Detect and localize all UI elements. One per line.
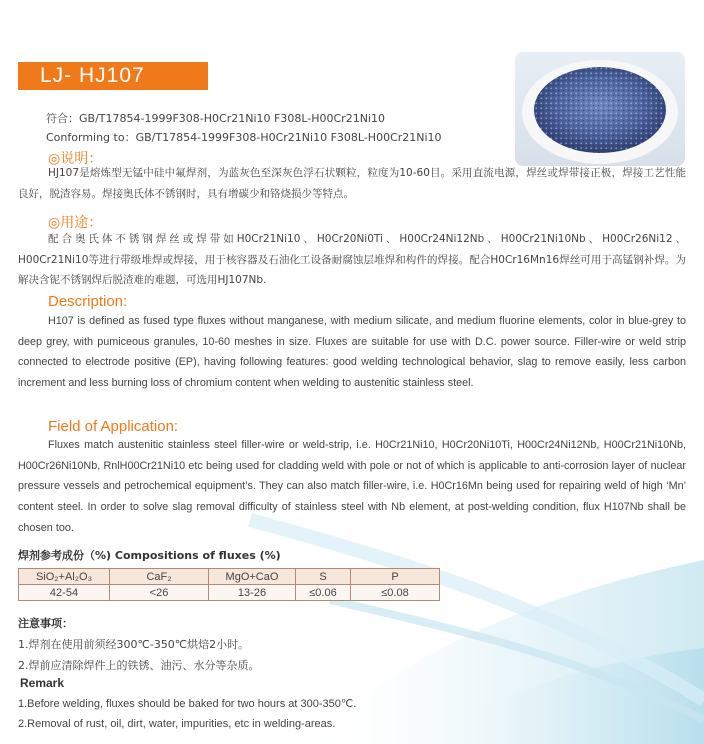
remark-item: 2.Removal of rust, oil, dirt, water, impurities, etc in welding-areas. <box>18 718 336 730</box>
application-heading: Field of Application: <box>48 418 179 435</box>
standard-en: Conforming to：GB/T17854-1999F308-H0Cr21Ni10 F308L-H00Cr21Ni10 <box>46 131 442 144</box>
remark-title: Remark <box>20 676 65 690</box>
value-sio2-al2o3: 42-54 <box>19 585 110 601</box>
description-text: H107 is defined as fused type fluxes without manganese, with medium silicate, and medium fluorine elements, color in blue-grey to deep grey, with pumiceous granules, 10-60 meshes in size. Fluxes are suitable for use with D.C. power source. Filler-wire or weld strip connected to electrode positive (EP), having following features: good welding technological behavior, slag to remove easily, less carbon increment and less burning loss of chromium content when welding to austenitic stainless steel. <box>18 315 686 390</box>
value-mgo-cao: 13-26 <box>209 585 296 601</box>
standard-cn: 符合：GB/T17854-1999F308-H0Cr21Ni10 F308L-H00Cr21Ni10 <box>46 112 385 125</box>
note-item: 1.焊剂在使用前须经300℃-350℃烘焙2小时。 <box>18 638 250 651</box>
header-s: S <box>296 569 351 585</box>
composition-table <box>18 568 440 601</box>
header-sio2-al2o3: SiO₂+Al₂O₃ <box>19 569 110 585</box>
explanation-text: HJ107是熔炼型无锰中硅中氟焊剂，为蓝灰色至深灰色浮石状颗粒，粒度为10-60目。采用直流电源，焊丝或焊带接正极，焊接工艺性能良好，脱渣容易。焊接奥氏体不锈钢时，具有增碳少和铬烧损少等特点。 <box>18 167 686 200</box>
value-caf2: <26 <box>110 585 209 601</box>
composition-header-row <box>19 569 440 585</box>
header-caf2: CaF₂ <box>110 569 209 585</box>
value-s: ≤0.06 <box>296 585 351 601</box>
value-p: ≤0.08 <box>351 585 440 601</box>
header-p: P <box>351 569 440 585</box>
explanation-heading: ◎说明： <box>48 151 103 167</box>
flux-granules-photo <box>515 52 685 166</box>
composition-value-row <box>19 585 440 601</box>
note-item: 2.焊前应清除焊件上的铁锈、油污、水分等杂质。 <box>18 659 260 672</box>
header-mgo-cao: MgO+CaO <box>209 569 296 585</box>
usage-text: 配合奥氏体不锈钢焊丝或焊带如H0Cr21Ni10、H0Cr20Ni0Ti、H00Cr24Ni12Nb、H00Cr21Ni10Nb、H00Cr26Ni12、H00Cr21Ni10等进行带级堆焊或焊接，用于核容器及石油化工设备耐腐蚀层堆焊和构件的焊接。配合H0Cr16Mn16焊丝可用于高锰钢补焊。为解决含铌不锈钢焊后脱渣难的难题，可选用HJ107Nb. <box>18 233 686 287</box>
application-text: Fluxes match austenitic stainless steel filler-wire or weld-strip, i.e. H0Cr21Ni10, H0Cr20Ni10Ti, H00Cr24Ni12Nb, H00Cr21Ni10Nb, H00Cr26Ni10Nb, RnlH00Cr21Ni10 etc being used for cladding weld with pole or not of which is applicable to anti-corrosion layer of nuclear pressure vessels and petrochemical equipment’s. They can also match filler-wire, i.e. H0Cr16Mn being used for repairing weld of high ‘Mn’ content steel. In order to solve slag removal difficulty of stainless steel with Nb element, at post-welding condition, flux H107Nb shall be chosen too. <box>18 439 686 534</box>
composition-title: 焊剂参考成份（%) Compositions of fluxes (%) <box>18 549 281 562</box>
notes-title: 注意事项： <box>18 617 73 630</box>
description-heading: Description: <box>48 293 128 310</box>
remark-item: 1.Before welding, fluxes should be baked for two hours at 300-350℃. <box>18 698 357 710</box>
product-title: LJ- HJ107 <box>18 62 208 90</box>
usage-heading: ◎用途： <box>48 215 103 231</box>
